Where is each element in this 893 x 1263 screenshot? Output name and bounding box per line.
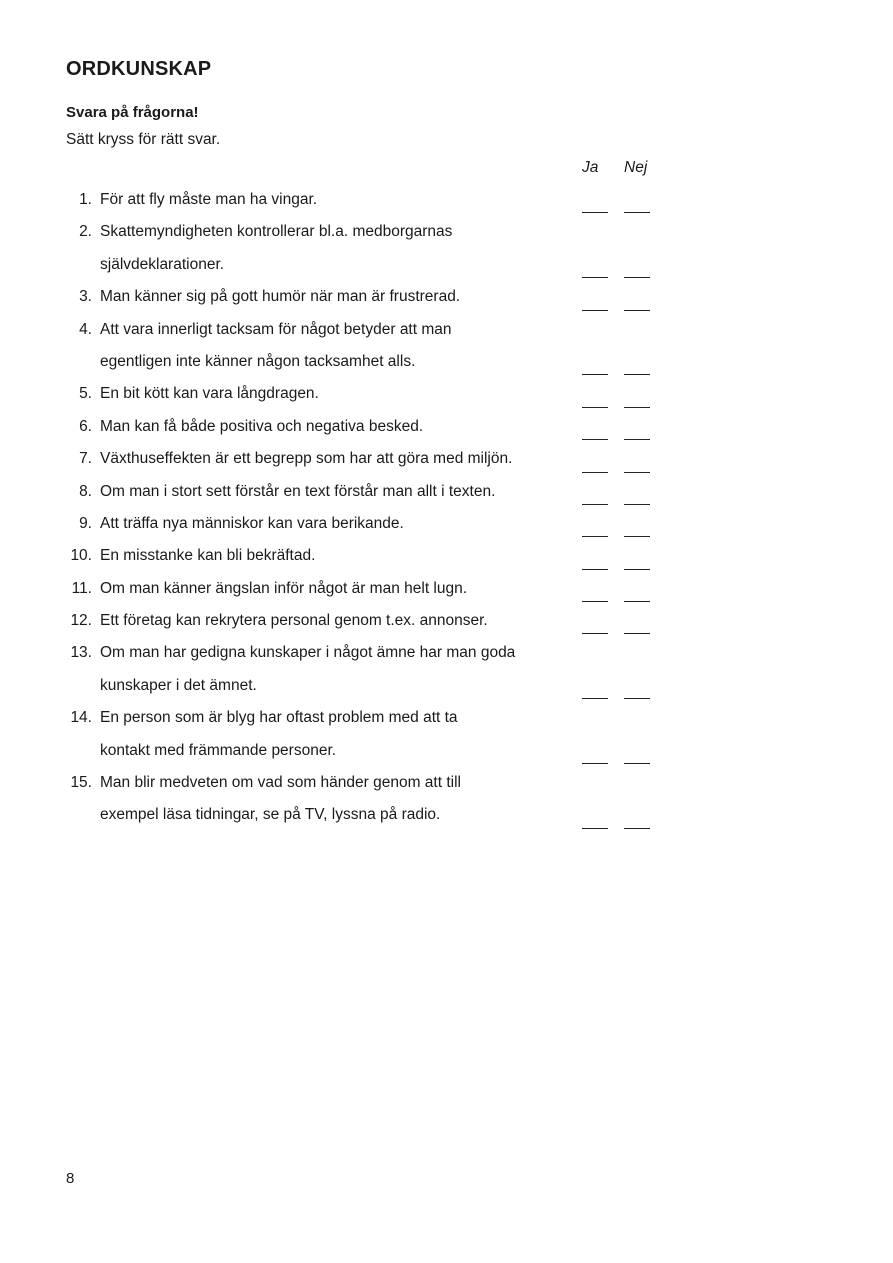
question-number: 5. — [79, 385, 92, 403]
answer-blank-nej[interactable] — [624, 698, 650, 699]
question-number: 4. — [79, 320, 92, 338]
question-item — [0, 317, 893, 382]
question-text: En misstanke kan bli bekräftad. — [100, 547, 316, 565]
answer-blank-ja[interactable] — [582, 536, 608, 537]
question-text: Växthuseffekten är ett begrepp som har att göra med miljön. — [100, 450, 513, 468]
question-number: 2. — [79, 223, 92, 241]
question-line — [0, 349, 893, 381]
question-line — [0, 284, 893, 316]
question-text: En bit kött kan vara långdragen. — [100, 385, 319, 403]
answer-blank-nej[interactable] — [624, 439, 650, 440]
question-item — [0, 381, 893, 413]
answer-blank-nej[interactable] — [624, 407, 650, 408]
question-text: Om man känner ängslan inför något är man helt lugn. — [100, 579, 468, 597]
answer-blank-ja[interactable] — [582, 698, 608, 699]
question-text: kontakt med främmande personer. — [100, 741, 337, 759]
page-number: 8 — [66, 1170, 75, 1187]
question-line — [0, 802, 893, 834]
question-text: Man känner sig på gott humör när man är frustrerad. — [100, 288, 461, 306]
question-line — [0, 576, 893, 608]
question-number: 3. — [79, 288, 92, 306]
question-line — [0, 479, 893, 511]
question-line — [0, 705, 893, 737]
answer-blank-nej[interactable] — [624, 472, 650, 473]
question-text: Att träffa nya människor kan vara berikande. — [100, 514, 404, 532]
question-text: Om man i stort sett förstår en text förstår man allt i texten. — [100, 482, 496, 500]
question-line — [0, 511, 893, 543]
answer-blank-nej[interactable] — [624, 277, 650, 278]
question-number: 14. — [70, 709, 92, 727]
answer-blank-ja[interactable] — [582, 374, 608, 375]
question-line — [0, 187, 893, 219]
answer-blank-nej[interactable] — [624, 212, 650, 213]
question-line — [0, 608, 893, 640]
answer-blank-ja[interactable] — [582, 504, 608, 505]
question-text: Man kan få både positiva och negativa besked. — [100, 417, 424, 435]
question-number: 8. — [79, 482, 92, 500]
column-header-nej: Nej — [624, 159, 648, 176]
question-item — [0, 446, 893, 478]
question-number: 12. — [70, 612, 92, 630]
question-text: Att vara innerligt tacksam för något betyder att man — [100, 320, 452, 338]
column-header-ja: Ja — [582, 159, 599, 176]
question-text: Skattemyndigheten kontrollerar bl.a. medborgarnas — [100, 223, 453, 241]
question-line — [0, 219, 893, 251]
question-item — [0, 640, 893, 705]
question-line — [0, 446, 893, 478]
answer-blank-ja[interactable] — [582, 828, 608, 829]
answer-blank-nej[interactable] — [624, 828, 650, 829]
question-item — [0, 576, 893, 608]
question-item — [0, 187, 893, 219]
question-text: För att fly måste man ha vingar. — [100, 191, 318, 208]
question-text: egentligen inte känner någon tacksamhet alls. — [100, 352, 416, 370]
answer-blank-ja[interactable] — [582, 763, 608, 764]
question-line — [0, 770, 893, 802]
question-line — [0, 414, 893, 446]
question-line — [0, 640, 893, 672]
question-line — [0, 252, 893, 284]
question-item — [0, 284, 893, 316]
question-item — [0, 543, 893, 575]
question-item — [0, 705, 893, 770]
question-item — [0, 608, 893, 640]
question-item — [0, 414, 893, 446]
question-item — [0, 770, 893, 835]
question-number: 13. — [70, 644, 92, 662]
page-title: ORDKUNSKAP — [66, 58, 212, 80]
answer-blank-ja[interactable] — [582, 277, 608, 278]
answer-blank-ja[interactable] — [582, 407, 608, 408]
question-number: 7. — [79, 450, 92, 468]
question-number: 10. — [70, 547, 92, 565]
question-number: 1. — [79, 191, 92, 208]
answer-blank-ja[interactable] — [582, 633, 608, 634]
question-item — [0, 219, 893, 284]
question-text: Man blir medveten om vad som händer genom att till — [100, 774, 461, 792]
answer-blank-nej[interactable] — [624, 569, 650, 570]
instruction-text: Sätt kryss för rätt svar. — [66, 131, 221, 148]
question-line — [0, 738, 893, 770]
question-line — [0, 543, 893, 575]
question-number: 9. — [79, 514, 92, 532]
answer-blank-nej[interactable] — [624, 374, 650, 375]
question-number: 6. — [79, 417, 92, 435]
answer-blank-ja[interactable] — [582, 439, 608, 440]
question-text: exempel läsa tidningar, se på TV, lyssna på radio. — [100, 806, 441, 824]
answer-blank-nej[interactable] — [624, 633, 650, 634]
question-text: En person som är blyg har oftast problem med att ta — [100, 709, 458, 727]
question-line — [0, 381, 893, 413]
question-line — [0, 317, 893, 349]
question-text: kunskaper i det ämnet. — [100, 676, 257, 694]
answer-blank-nej[interactable] — [624, 601, 650, 602]
question-line — [0, 673, 893, 705]
answer-blank-ja[interactable] — [582, 212, 608, 213]
answer-blank-ja[interactable] — [582, 472, 608, 473]
question-text: Om man har gedigna kunskaper i något ämne har man goda — [100, 644, 516, 662]
question-text: självdeklarationer. — [100, 255, 225, 273]
answer-blank-ja[interactable] — [582, 310, 608, 311]
question-text: Ett företag kan rekrytera personal genom t.ex. annonser. — [100, 612, 488, 630]
answer-blank-nej[interactable] — [624, 536, 650, 537]
answer-blank-ja[interactable] — [582, 569, 608, 570]
answer-blank-nej[interactable] — [624, 310, 650, 311]
question-number: 11. — [71, 579, 92, 597]
answer-blank-nej[interactable] — [624, 763, 650, 764]
answer-blank-nej[interactable] — [624, 504, 650, 505]
instruction-heading: Svara på frågorna! — [66, 104, 199, 121]
answer-blank-ja[interactable] — [582, 601, 608, 602]
question-list — [0, 187, 893, 835]
question-number: 15. — [70, 774, 92, 792]
question-item — [0, 511, 893, 543]
question-item — [0, 479, 893, 511]
